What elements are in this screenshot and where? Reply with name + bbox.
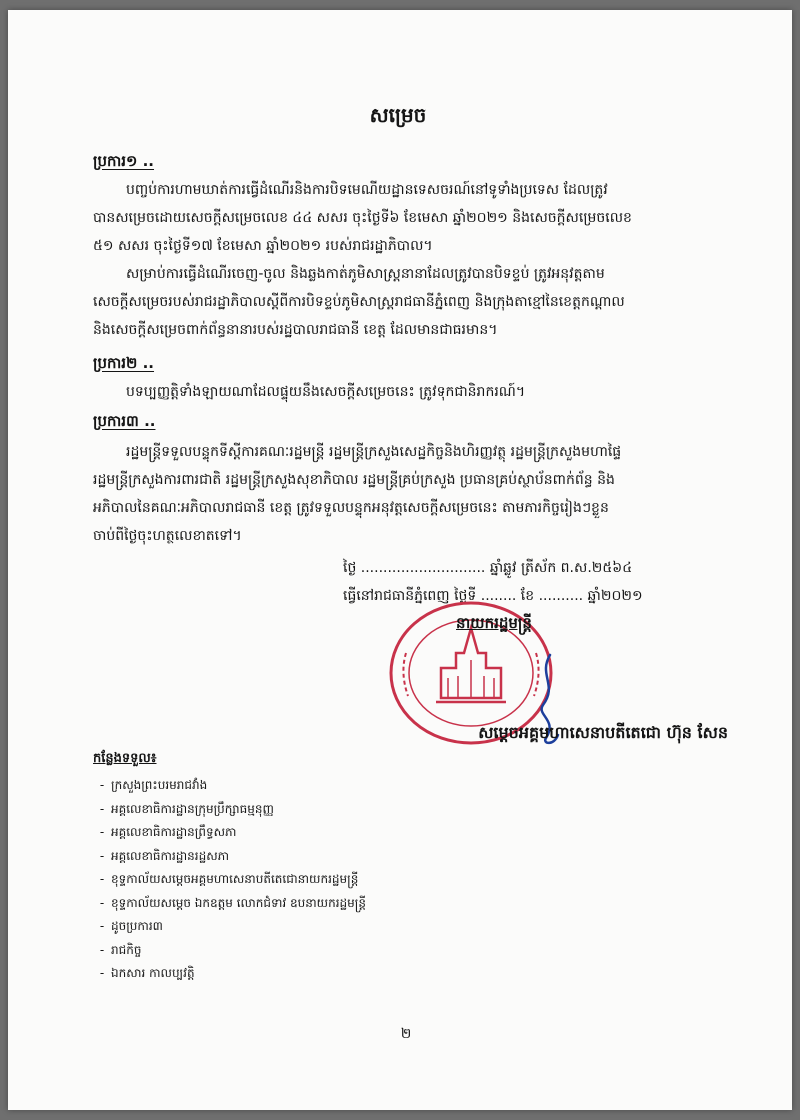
recipient-item: - ឯកសារ កាលប្បវត្តិ (99, 966, 195, 980)
article-3-line-2: រដ្ឋមន្ត្រីក្រសួងការពារជាតិ រដ្ឋមន្ត្រីក្រសួងសុខាភិបាល រដ្ឋមន្ត្រីគ្រប់ក្រសួង ប្រធានគ្រប់ស្ថាប័នពាក់ព័ន្ធ និង (93, 472, 615, 488)
recipient-item: - ដូចប្រការ៣ (99, 919, 163, 933)
article-1-line-5: សេចក្ដីសម្រេចរបស់រាជរដ្ឋាភិបាលស្ដីពីការបិទខ្ទប់ភូមិសាស្ត្ររាជធានីភ្នំពេញ និងក្រុងតាខ្មៅនៃខេត្តកណ្ដាល (93, 294, 625, 310)
recipient-item: - ខុទ្ទកាល័យសម្ដេច ឯកឧត្ដម លោកជំទាវ ឧបនាយករដ្ឋមន្ត្រី (99, 895, 366, 910)
article-1-heading: ប្រការ១ .. (93, 152, 155, 170)
document-title: សម្រេច (369, 103, 427, 127)
recipients-list (93, 774, 366, 986)
recipient-item: - អគ្គលេខាធិការដ្ឋានក្រុមប្រឹក្សាធម្មនុញ្ញ (99, 801, 274, 816)
article-3-line-1: រដ្ឋមន្ត្រីទទួលបន្ទុកទីស្ដីការគណៈរដ្ឋមន្ត្រី រដ្ឋមន្ត្រីក្រសួងសេដ្ឋកិច្ចនិងហិរញ្ញវត្ថុ រដ្ឋមន្ត្រីក្រសួងមហាផ្ទៃ (126, 444, 622, 460)
recipient-item: - អគ្គលេខាធិការដ្ឋានរដ្ឋសភា (99, 848, 230, 863)
document-page (8, 10, 792, 1110)
article-1-line-3: ៥១ សសរ ចុះថ្ងៃទី១៧ ខែមេសា ឆ្នាំ២០២១ របស់រាជរដ្ឋាភិបាល។ (93, 238, 433, 254)
article-1-line-2: បានសម្រេចដោយសេចក្ដីសម្រេចលេខ ៤៤ សសរ ចុះថ្ងៃទី៦ ខែមេសា ឆ្នាំ២០២១ និងសេចក្ដីសម្រេចលេខ (93, 210, 632, 226)
recipients-heading: កន្លែងទទួល៖ (93, 751, 157, 766)
article-3-line-3: អភិបាលនៃគណៈអភិបាលរាជធានី ខេត្ត ត្រូវទទួលបន្ទុកអនុវត្តសេចក្ដីសម្រេចនេះ តាមភារកិច្ចរៀងៗខ្លួន (93, 500, 609, 516)
recipient-item: - រាជកិច្ច (99, 942, 142, 957)
article-1-line-4: សម្រាប់ការធ្វើដំណើរចេញ-ចូល និងឆ្លងកាត់ភូមិសាស្ត្រនានាដែលត្រូវបានបិទខ្ទប់ ត្រូវអនុវត្តតាម (126, 266, 605, 282)
article-2-heading: ប្រការ២ .. (93, 354, 155, 372)
article-3-heading: ប្រការ៣ .. (93, 412, 156, 430)
article-3-line-4: ចាប់ពីថ្ងៃចុះហត្ថលេខាតទៅ។ (93, 528, 242, 544)
recipient-item: - ខុទ្ទកាល័យសម្ដេចអគ្គមហាសេនាបតីតេជោនាយករដ្ឋមន្ត្រី (99, 872, 359, 886)
article-2-line-1: បទប្បញ្ញត្តិទាំងឡាយណាដែលផ្ទុយនឹងសេចក្ដីសម្រេចនេះ ត្រូវទុកជានិរាករណ៍។ (126, 384, 526, 400)
page-number: ២ (400, 1026, 412, 1042)
signatory-name: សម្ដេចអគ្គមហាសេនាបតីតេជោ ហ៊ុន សែន (478, 723, 728, 742)
article-1-line-1: បញ្ចប់ការហាមឃាត់ការធ្វើដំណើរនិងការបិទមេណីយដ្ឋានទេសចរណ៍នៅទូទាំងប្រទេស ដែលត្រូវ (126, 182, 608, 198)
article-1-line-6: និងសេចក្ដីសម្រេចពាក់ព័ន្ធនានារបស់រដ្ឋបាលរាជធានី ខេត្ត ដែលមានជាធរមាន។ (93, 322, 498, 338)
date-line-lunar: ថ្ងៃ ............................ ឆ្នាំឆ្លូវ ត្រីស័ក ព.ស.២៥៦៤ (343, 560, 633, 576)
recipient-item: - អគ្គលេខាធិការដ្ឋានព្រឹទ្ធសភា (99, 825, 237, 839)
date-line-place: ធ្វើនៅរាជធានីភ្នំពេញ ថ្ងៃទី ........ ខែ .......... ឆ្នាំ២០២១ (343, 588, 643, 604)
recipient-item: - ក្រសួងព្រះបរមរាជវាំង (99, 778, 208, 792)
signatory-title: នាយករដ្ឋមន្ត្រី (456, 614, 532, 632)
